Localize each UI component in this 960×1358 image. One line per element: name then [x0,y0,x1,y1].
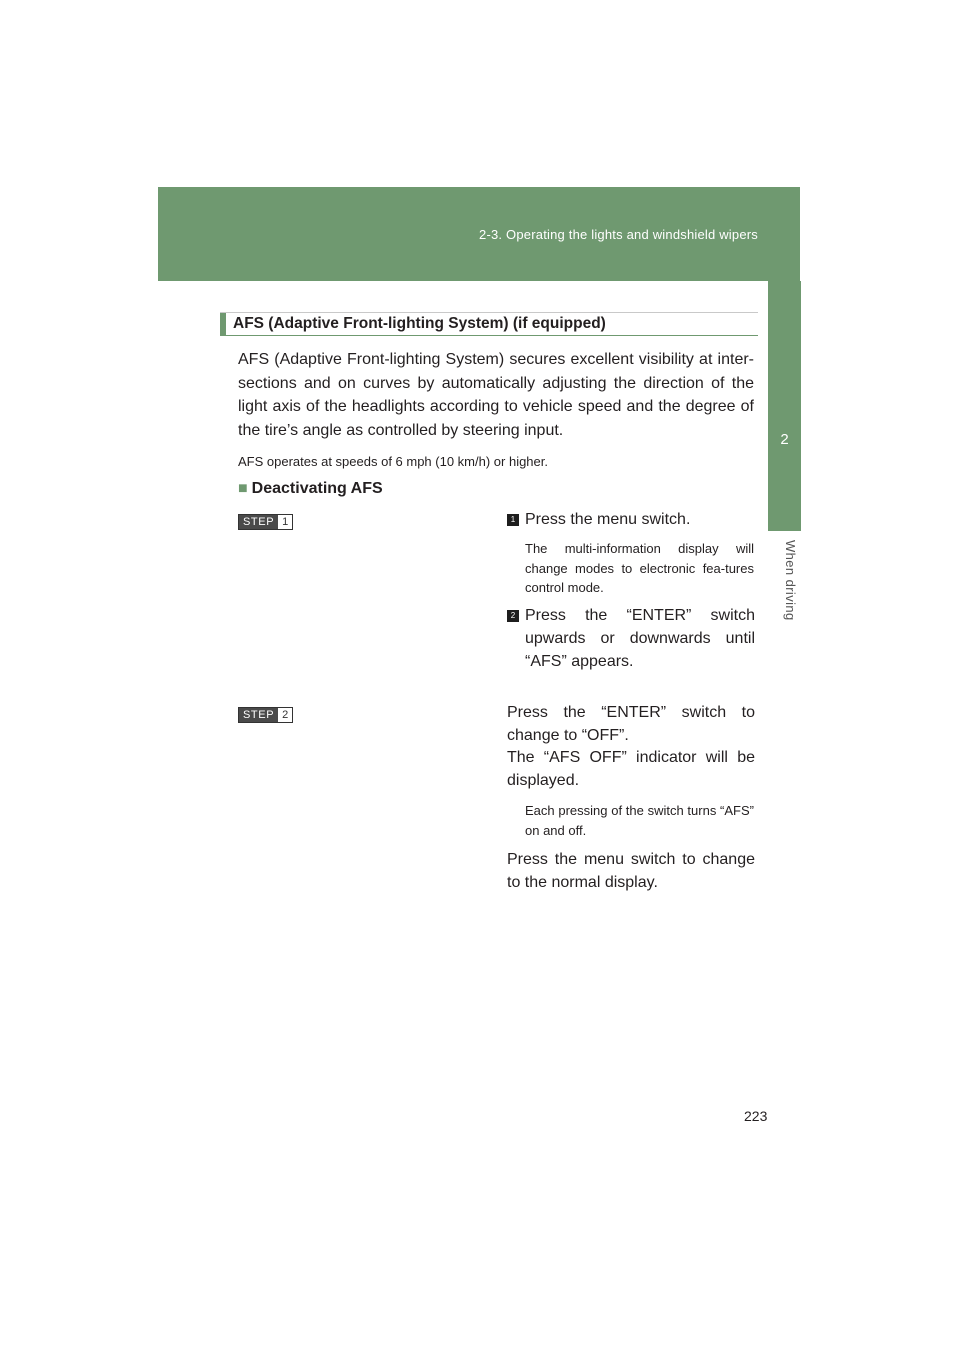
step2-text-2: The “AFS OFF” indicator will be displayed. [507,749,755,789]
square-bullet-icon: ■ [238,480,248,497]
subheading-title: Deactivating AFS [251,480,383,497]
number-2-marker-icon: 2 [507,610,519,622]
intro-paragraph: AFS (Adaptive Front-lighting System) secures excellent visibility at inter-sections and on curves by automatically adjusting the direction of the light axis of the headlights according to vehicle speed and the degree of the tire’s angle as controlled by steering input. [238,351,754,439]
step2-note: Each pressing of the switch turns “AFS” on and off. [525,803,754,838]
step-1-badge [238,514,293,530]
step-word: STEP [239,515,278,529]
step-number: 2 [278,708,292,722]
step2-text-1: Press the “ENTER” switch to change to “OFF”. [507,704,755,744]
step-word: STEP [239,708,278,722]
speed-note: AFS operates at speeds of 6 mph (10 km/h) or higher. [238,454,548,469]
step2-text-3: Press the menu switch to change to the normal display. [507,851,755,891]
subheading [238,480,383,498]
step-number: 1 [278,515,292,529]
chapter-label: When driving [783,540,798,621]
number-1-marker-icon: 1 [507,514,519,526]
header-band [158,187,800,281]
section-bar [220,313,226,335]
section-heading [220,312,758,336]
breadcrumb: 2-3. Operating the lights and windshield wipers [479,227,758,242]
chapter-number: 2 [780,431,789,448]
step1-item1-text: Press the menu switch. [525,511,691,528]
step1-item2-text: Press the “ENTER” switch upwards or downwards until “AFS” appears. [525,607,755,670]
section-title: AFS (Adaptive Front-lighting System) (if equipped) [233,315,606,332]
step-2-badge [238,707,293,723]
chapter-tab [768,281,801,531]
page-number: 223 [744,1108,768,1124]
step1-item1-note: The multi-information display will change modes to electronic fea-tures control mode. [525,541,754,595]
